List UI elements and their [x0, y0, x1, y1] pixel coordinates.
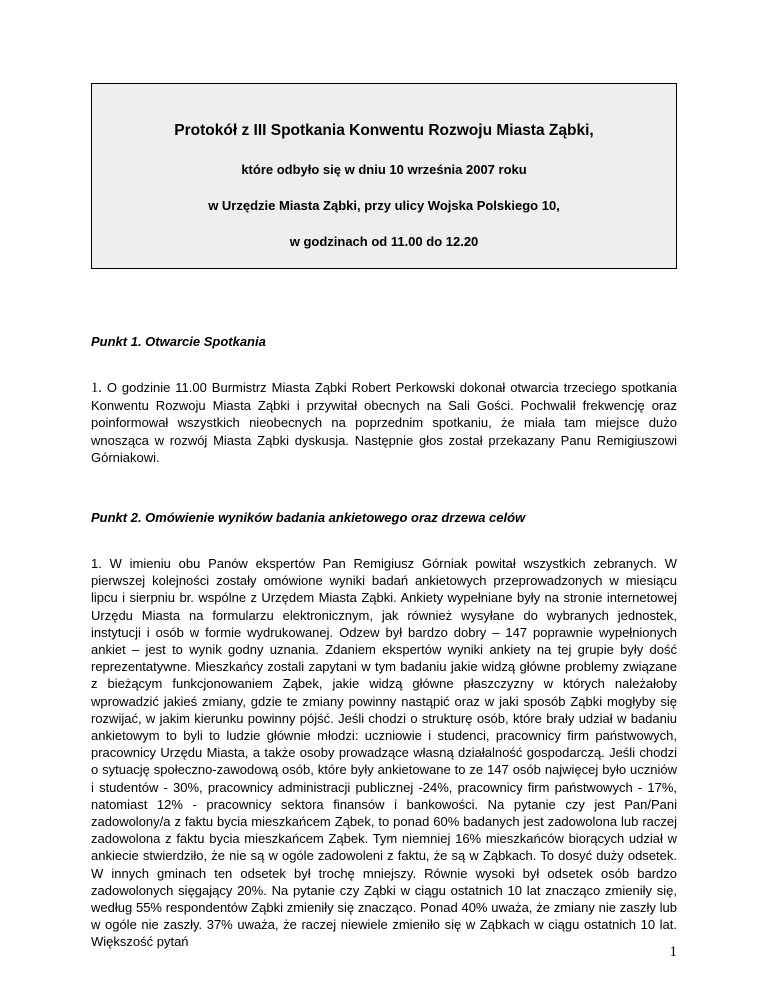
- section1-paragraph-text: O godzinie 11.00 Burmistrz Miasta Ząbki Robert Perkowski dokonał otwarcia trzeciego spotkania Konwentu Rozwoju Miasta Ząbki i przywitał obecnych na Sali Gości. Pochwalił frekwencję oraz poinformował wszystkich nieobecnych na poprzednim spotkaniu, że miała tam miejsce dużo wnosząca w rozwój Miasta Ząbki dyskusja. Następnie głos został przekazany Panu Remigiuszowi Górniakowi.: [91, 380, 677, 465]
- title-box: [91, 83, 677, 269]
- section2-heading: Punkt 2. Omówienie wyników badania ankietowego oraz drzewa celów: [91, 510, 526, 525]
- meeting-date: które odbyło się w dniu 10 września 2007 roku: [241, 162, 527, 177]
- document-title: Protokół z III Spotkania Konwentu Rozwoju Miasta Ząbki,: [174, 122, 594, 139]
- section1-paragraph-number: 1.: [91, 380, 102, 396]
- meeting-hours: w godzinach od 11.00 do 12.20: [289, 234, 479, 249]
- page-number: 1: [669, 944, 677, 960]
- section1-paragraph: [91, 379, 677, 466]
- section1-heading: Punkt 1. Otwarcie Spotkania: [91, 334, 266, 349]
- section2-paragraph: 1. W imieniu obu Panów ekspertów Pan Remigiusz Górniak powitał wszystkich zebranych. W pierwszej kolejności zostały omówione wyniki badań ankietowych przeprowadzonych w miesiącu lipcu i sierpniu br. wspólne z Urzędem Miasta Ząbki. Ankiety wypełniane były na stronie internetowej Urzędu Miasta na formularzu elektronicznym, jak również wysyłane do wybranych jednostek, instytucji i osób w formie wydrukowanej. Odzew był bardzo dobry – 147 poprawnie wypełnionych ankiet – jest to wynik godny uznania. Zdaniem ekspertów wyniki ankiety na tej grupie były dość reprezentatywne. Mieszkańcy zostali zapytani w tym badaniu jakie widzą główne problemy związane z bieżącym funkcjonowaniem Ząbek, jakie widzą główne płaszczyzny w których należałoby wprowadzić jakieś zmiany, gdzie te zmiany powinny nastąpić oraz w jaki sposób Ząbki mogłyby się rozwijać, w jakim kierunku powinny pójść. Jeśli chodzi o strukturę osób, które brały udział w badaniu ankietowym to byli to ludzie głównie młodzi: uczniowie i studenci, pracownicy firm państwowych, pracownicy Urzędu Miasta, a także osoby prowadzące własną działalność gospodarczą. Jeśli chodzi o sytuację społeczno-zawodową osób, które były ankietowane to ze 147 osób najwięcej było uczniów i studentów - 30%, pracownicy administracji publicznej -24%, pracownicy firm państwowych - 17%, natomiast 12% - pracownicy sektora finansów i bankowości. Na pytanie czy jest Pan/Pani zadowolony/a z faktu bycia mieszkańcem Ząbek, to ponad 60% badanych jest zadowolona lub raczej zadowolona z faktu bycia mieszkańcem Ząbek. Tym niemniej 16% mieszkańców biorących udział w ankiecie stwierdziło, że nie są w ogóle zadowoleni z faktu, że są w Ząbkach. To dosyć duży odsetek. W innych gminach ten odsetek był trochę mniejszy. Równie wysoki był odsetek osób bardzo zadowolonych sięgający 20%. Na pytanie czy Ząbki w ciągu ostatnich 10 lat znacząco zmieniły się, według 55% respondentów Ząbki zmieniły się znacząco. Ponad 40% uważa, że zmiany nie zaszły lub w ogóle nie zaszły. 37% uważa, że raczej niewiele zmieniło się w Ząbkach w ciągu ostatnich 10 lat. Większość pytań: [91, 556, 677, 950]
- meeting-location: w Urzędzie Miasta Ząbki, przy ulicy Wojska Polskiego 10,: [208, 198, 560, 213]
